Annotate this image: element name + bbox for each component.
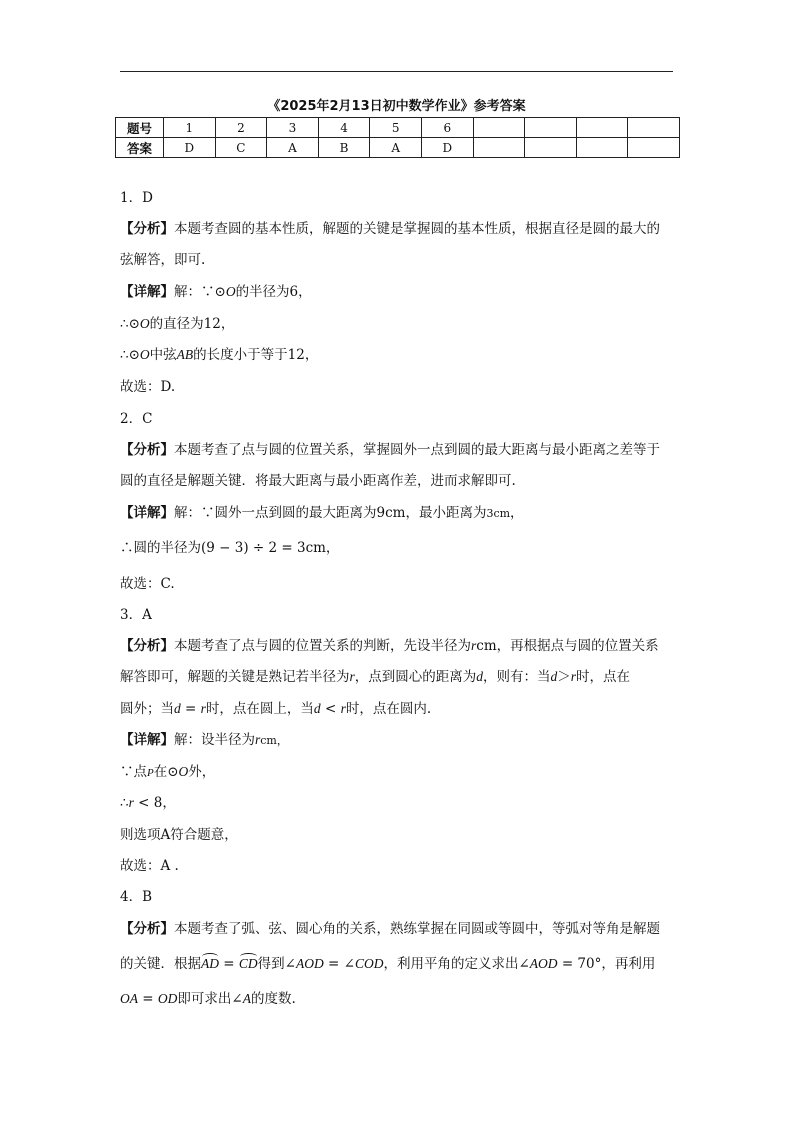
table-cell: 4: [318, 118, 370, 138]
table-cell: A: [267, 138, 319, 158]
math-var: r: [471, 638, 477, 653]
solution-tag: 【详解】: [120, 284, 174, 300]
q2-analysis-line: 圆的直径是解题关键．将最大距离与最小距离作差，进而求解即可.: [120, 473, 516, 489]
question-1-heading: 1．D: [120, 190, 153, 206]
math-var: A: [242, 991, 251, 1006]
text: 的关键．根据: [120, 956, 201, 972]
header-rule: [120, 71, 673, 72]
table-cell: C: [215, 138, 267, 158]
text: 的长度小于等于12，: [193, 347, 319, 363]
text: < 8，: [133, 795, 176, 811]
math-var: r: [200, 701, 206, 716]
math-var: OA: [120, 991, 138, 1006]
text: cm，再根据点与圆的位置关系: [476, 638, 659, 654]
q3-conclusion: 故选：A .: [120, 858, 179, 874]
analysis-tag: 【分析】: [120, 442, 174, 458]
text: 得到∠: [257, 956, 296, 972]
analysis-tag: 【分析】: [120, 921, 174, 937]
text: 解：设半径为: [174, 732, 255, 748]
page-title: 《2025年2月13日初中数学作业》参考答案: [267, 99, 526, 114]
answer-table: [115, 117, 680, 158]
math-var: r: [340, 701, 346, 716]
text: 时，点在圆上，当: [205, 701, 314, 717]
q2-analysis-line: [120, 438, 660, 458]
table-cell: [628, 138, 680, 158]
text: 解答即可，解题的关键是熟记若半径为: [120, 669, 350, 685]
text: ，点到圆心的距离为: [354, 669, 477, 685]
text: = 70°，再利用: [557, 956, 656, 972]
text: ，: [510, 505, 524, 521]
math-op: = ∠: [323, 956, 355, 972]
q2-solution-line: [120, 501, 524, 521]
table-header-cell: 题号: [116, 118, 164, 138]
q3-analysis-line: [120, 634, 659, 654]
q3-analysis-line: [120, 665, 630, 685]
math-op: <: [320, 701, 341, 717]
q4-analysis-line: [120, 917, 660, 937]
q1-solution-line: [120, 280, 312, 300]
math-var: OD: [157, 991, 178, 1006]
text: 本题考查圆的基本性质，解题的关键是掌握圆的基本性质，根据直径是圆的最大的: [174, 221, 660, 237]
text: 的直径为12，: [149, 316, 235, 332]
q3-solution-line: 则选项A符合题意，: [120, 827, 238, 843]
arc-cd: CD: [238, 956, 258, 971]
q3-analysis-line: [120, 697, 431, 717]
text: 解：∵⊙: [174, 284, 226, 300]
arc-ad: AD: [201, 956, 219, 971]
math-var: O: [178, 764, 189, 779]
math-var: d: [313, 701, 321, 716]
table-cell: B: [318, 138, 370, 158]
math-op: =: [180, 701, 201, 717]
math-var: COD: [354, 956, 384, 971]
table-cell: [473, 118, 525, 138]
table-cell: 6: [421, 118, 473, 138]
q1-analysis-line: 弦解答，即可.: [120, 252, 206, 268]
question-2-heading: 2．C: [120, 411, 153, 427]
q4-analysis-line: [120, 987, 296, 1007]
table-cell: [576, 138, 628, 158]
q1-conclusion: 故选：D.: [120, 379, 176, 395]
question-3-heading: 3．A: [120, 607, 152, 623]
q2-solution-line: ∴圆的半径为(9 − 3) ÷ 2 = 3cm，: [120, 540, 340, 556]
math-var: AB: [176, 347, 194, 362]
analysis-tag: 【分析】: [120, 638, 174, 654]
text: 中弦: [149, 347, 177, 363]
math-var: AOD: [295, 956, 324, 971]
math-var: O: [225, 284, 236, 299]
math-var: r: [570, 669, 577, 684]
text: ，则有：当: [483, 669, 551, 685]
q1-solution-line: [120, 343, 318, 363]
text: 在⊙: [153, 764, 179, 780]
table-cell: [473, 138, 525, 158]
table-row: [116, 118, 680, 138]
analysis-tag: 【分析】: [120, 221, 174, 237]
solution-tag: 【详解】: [120, 732, 174, 748]
text: ∴⊙: [120, 316, 140, 332]
math-var: r: [255, 732, 261, 747]
text: 本题考查了点与圆的位置关系，掌握圆外一点到圆的最大距离与最小距离之差等于: [174, 442, 660, 458]
q3-solution-line: [120, 728, 288, 748]
text: ∵点: [120, 764, 147, 780]
math-op: =: [138, 991, 158, 1007]
math-var: AOD: [529, 956, 558, 971]
text: 圆外；当: [120, 701, 174, 717]
solution-tag: 【详解】: [120, 505, 174, 521]
table-cell: 2: [215, 118, 267, 138]
text: cm，: [260, 734, 288, 747]
q1-analysis-line: [120, 217, 660, 237]
table-cell: D: [421, 138, 473, 158]
text: 的度数.: [250, 991, 296, 1007]
math-var: r: [349, 669, 355, 684]
text: 本题考查了点与圆的位置关系的判断，先设半径为: [174, 638, 471, 654]
text: ∴⊙: [120, 347, 140, 363]
table-header-cell: 答案: [116, 138, 164, 158]
math-var: O: [139, 347, 150, 362]
table-cell: 5: [370, 118, 422, 138]
q3-solution-line: [120, 791, 176, 811]
text: 时，点在圆内.: [345, 701, 432, 717]
text: 时，点在: [576, 669, 631, 685]
q3-solution-line: [120, 760, 215, 780]
table-cell: [576, 118, 628, 138]
text: 解：∵圆外一点到圆的最大距离为9cm，最小距离为: [174, 505, 487, 521]
table-cell: [525, 118, 577, 138]
table-row: [116, 138, 680, 158]
math-op: =: [219, 956, 239, 972]
text: ∴: [120, 795, 129, 811]
text: 外，: [188, 764, 216, 780]
math-var: d: [476, 669, 484, 684]
math-value: 3cm: [486, 507, 511, 520]
math-op: ＞: [557, 669, 571, 685]
text: 的半径为6，: [235, 284, 312, 300]
table-cell: 3: [267, 118, 319, 138]
q4-analysis-line: [120, 952, 655, 972]
math-var: P: [147, 767, 154, 779]
math-var: O: [139, 316, 150, 331]
text: 即可求出∠: [177, 991, 243, 1007]
question-4-heading: 4．B: [120, 889, 153, 905]
math-var: d: [174, 701, 181, 716]
text: 本题考查了弧、弦、圆心角的关系，熟练掌握在同圆或等圆中，等弧对等角是解题: [174, 921, 660, 937]
table-cell: A: [370, 138, 422, 158]
math-var: r: [128, 795, 134, 810]
math-var: d: [550, 669, 558, 684]
text: ，利用平角的定义求出∠: [383, 956, 530, 972]
table-cell: [628, 118, 680, 138]
q2-conclusion: 故选：C.: [120, 576, 175, 592]
table-cell: [525, 138, 577, 158]
q1-solution-line: [120, 312, 234, 332]
table-cell: D: [164, 138, 216, 158]
table-cell: 1: [164, 118, 216, 138]
